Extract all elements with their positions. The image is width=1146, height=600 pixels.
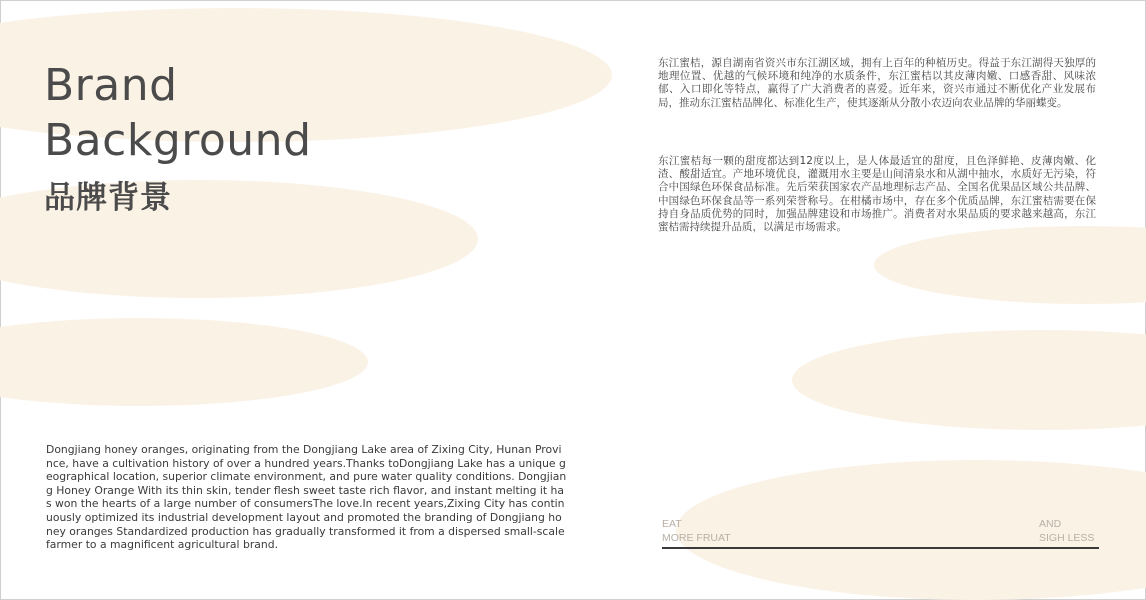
slogan-and-line2: SIGH LESS	[1039, 532, 1095, 544]
title-line-background: Background	[44, 115, 312, 166]
slogan-sigh	[1039, 517, 1094, 545]
page-title-chinese: 品牌背景	[44, 180, 172, 216]
chinese-paragraph-2: 东江蜜桔每一颗的甜度都达到12度以上，是人体最适宜的甜度，且色泽鲜艳、皮薄肉嫩、化渣、酸甜适宜。产地环境优良，灌溉用水主要是山间清泉水和从湖中抽水，水质好无污染，符合中国绿色环保食品标准。先后荣获国家农产品地理标志产品、全国名优果品区域公共品牌、中国绿色环保食品等一系列荣誉称号。在柑橘市场中，存在多个优质品牌，东江蜜桔需要在保持自身品质优势的同时，加强品牌建设和市场推广。消费者对水果品质的要求越来越高，东江蜜桔需持续提升品质，以满足市场需求。	[658, 155, 1096, 234]
chinese-paragraph-1: 东江蜜桔，源自湖南省资兴市东江湖区域，拥有上百年的种植历史。得益于东江湖得天独厚的地理位置、优越的气候环境和纯净的水质条件，东江蜜桔以其皮薄肉嫩、口感香甜、风味浓郁、入口即化等特点，赢得了广大消费者的喜爱。近年来，资兴市通过不断优化产业发展布局，推动东江蜜桔品牌化、标准化生产，使其逐渐从分散小农迈向农业品牌的华丽蝶变。	[658, 57, 1096, 109]
page-title	[44, 58, 312, 168]
footer-divider	[662, 547, 1099, 549]
slogan-and-line1: AND	[1039, 518, 1062, 530]
slogan-eat	[662, 517, 731, 545]
english-paragraph: Dongjiang honey oranges, originating from the Dongjiang Lake area of Zixing City, Hunan Province, have a cultivation history of over a hundred years.Thanks toDongjiang Lake has a unique geographical location, superior climate environment, and pure water quality conditions. Dongjiang Honey Orange With its thin skin, tender flesh sweet taste rich flavor, and instant melting it has won the hearts of a large number of consumersThe love.In recent years,Zixing City has continuously optimized its industrial development layout and promoted the branding of Dongjiang honey oranges Standardized production has gradually transformed it from a dispersed small-scale farmer to a magnificent agricultural brand.	[46, 443, 567, 552]
slogan-eat-line1: EAT	[662, 518, 682, 530]
title-line-brand: Brand	[44, 60, 178, 111]
slogan-eat-line2: MORE FRUAT	[662, 532, 731, 544]
